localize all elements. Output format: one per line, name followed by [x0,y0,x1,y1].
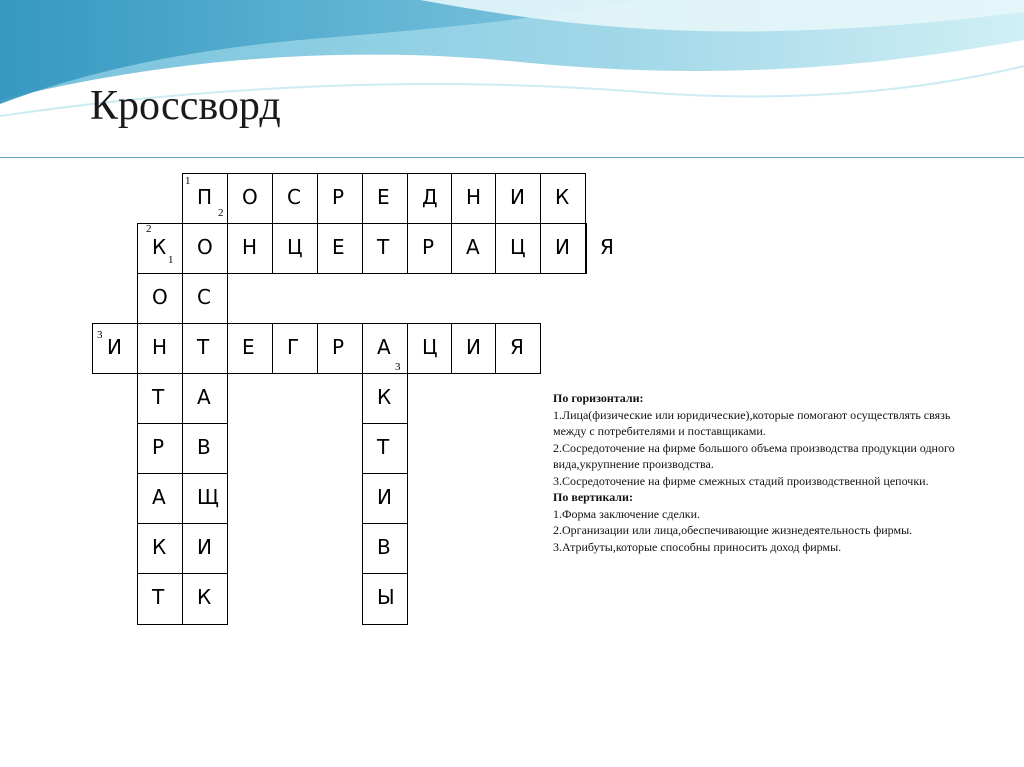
crossword-cell [272,173,318,224]
crossword-cell [137,373,183,424]
crossword-cell [495,173,541,224]
cell-letter: Н [152,335,168,359]
cell-letter: Р [422,235,435,259]
crossword-cell [407,223,452,274]
crossword-cell [182,223,228,274]
crossword-cell [137,223,183,274]
crossword-cell [407,173,452,224]
clue-number: 1 [185,175,191,187]
cell-letter: К [152,535,167,559]
crossword-cell [182,573,228,625]
crossword-cell [585,223,614,274]
crossword-cell [227,323,273,374]
crossword-cell [137,573,183,625]
cell-letter: Т [152,585,165,609]
cell-letter: Г [287,335,300,359]
crossword-cell [272,323,318,374]
across-clue-1: 1.Лица(физические или юридические),которые помогают осуществлять связь между с потребителями и поставщиками. [553,407,951,438]
across-clue-2: 2.Сосредоточение на фирме большого объема производства продукции одного вида,укрупнение производства. [553,440,955,471]
crossword-cell [362,173,408,224]
crossword-cell [227,173,273,224]
crossword-cell [362,423,408,474]
crossword-cell [540,173,586,224]
cell-letter: К [152,235,167,259]
cell-letter: Н [466,185,482,209]
cell-letter: А [152,485,166,509]
cell-letter: Н [242,235,258,259]
cell-letter: С [287,185,301,209]
cell-letter: В [197,435,211,459]
crossword-cell [451,323,496,374]
cell-letter: Т [377,235,390,259]
cell-letter: К [377,385,392,409]
cell-letter: Я [510,335,524,359]
crossword-cell [227,223,273,274]
cell-letter: Ы [377,585,395,609]
crossword-cell [137,523,183,574]
crossword-cell [362,323,408,374]
down-clue-2: 2.Организации или лица,обеспечивающие жизнедеятельность фирмы. [553,523,913,537]
crossword-cell [362,573,408,625]
cell-letter: О [197,235,213,259]
cell-letter: Я [600,235,614,259]
cell-letter: Т [377,435,390,459]
clue-number: 3 [97,329,103,341]
crossword-cell [182,423,228,474]
down-clue-1: 1.Форма заключение сделки. [553,506,701,521]
crossword-cell [92,323,138,374]
crossword-cell [182,373,228,424]
clue-number: 3 [395,361,401,373]
cell-letter: В [377,535,391,559]
cell-letter: А [197,385,211,409]
cell-letter: Ц [510,235,526,259]
crossword-cell [362,373,408,424]
cell-letter: К [555,185,570,209]
cell-letter: П [197,185,213,209]
cell-letter: Р [332,335,345,359]
cell-letter: И [377,485,392,509]
crossword-cell [407,323,452,374]
crossword-cell [540,223,586,274]
cell-letter: Е [242,335,255,359]
cell-letter: О [242,185,258,209]
clue-number: 1 [168,254,174,266]
crossword-cell [272,223,318,274]
crossword-cell [362,523,408,574]
crossword-cell [317,323,363,374]
cell-letter: А [377,335,391,359]
crossword-cell [451,173,496,224]
crossword-cell [182,523,228,574]
cell-letter: Ц [422,335,438,359]
cell-letter: И [510,185,525,209]
crossword-cell [137,473,183,524]
cell-letter: И [107,335,122,359]
crossword-cell [137,273,183,324]
cell-letter: И [197,535,212,559]
crossword-cell [182,323,228,374]
crossword-cell [182,273,228,324]
clue-number: 2 [218,207,224,219]
crossword-cell [137,423,183,474]
cell-letter: О [152,285,168,309]
crossword-cell [495,223,541,274]
cell-letter: Е [332,235,345,259]
across-clue-3: 3.Сосредоточение на фирме смежных стадий производственной цепочки. [553,473,929,488]
cell-letter: Р [152,435,165,459]
crossword-cell [362,473,408,524]
down-clue-3: 3.Атрибуты,которые способны приносить доход фирмы. [553,539,842,554]
crossword-cell [182,173,228,224]
cell-letter: И [466,335,481,359]
crossword-cell [317,223,363,274]
crossword-cell [182,473,228,524]
cell-letter: Д [422,185,438,209]
cell-letter: Щ [197,485,219,509]
cell-letter: С [197,285,211,309]
crossword-cell [317,173,363,224]
cell-letter: К [197,585,212,609]
cell-letter: Т [152,385,165,409]
cell-letter: Ц [287,235,303,259]
crossword-cell [362,223,408,274]
down-heading: По вертикали: [553,490,633,504]
clue-number: 2 [146,223,152,235]
crossword-cell [137,323,183,374]
cell-letter: Р [332,185,345,209]
clues-panel [553,390,983,555]
slide-title: Кроссворд [90,83,281,129]
crossword-cell [451,223,496,274]
crossword-cell [495,323,541,374]
cell-letter: И [555,235,570,259]
cell-letter: Т [197,335,210,359]
across-heading: По горизонтали: [553,391,644,405]
cell-letter: Е [377,185,390,209]
cell-letter: А [466,235,480,259]
